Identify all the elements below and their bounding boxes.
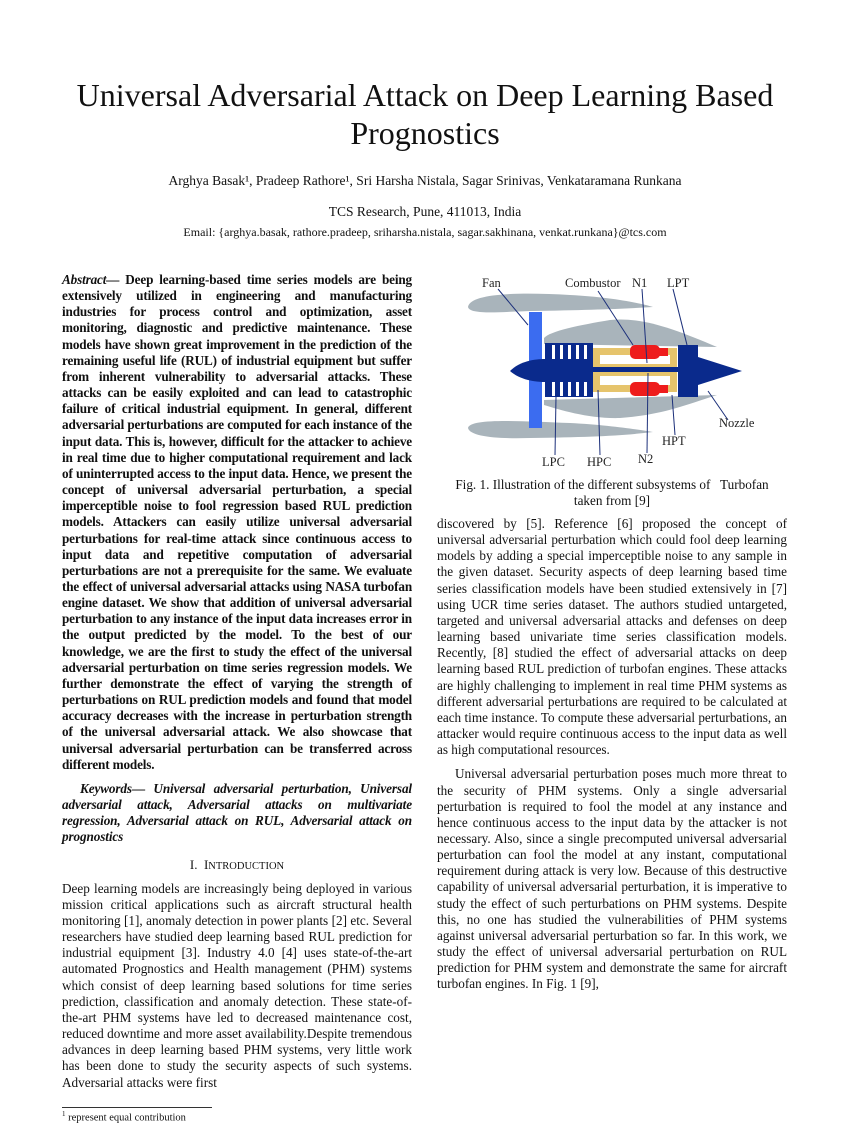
turbofan-figure [440,265,800,475]
label-hpc: HPC [587,455,612,469]
abstract-label: Abstract— [62,272,120,287]
core-cowl-bottom [544,395,717,418]
label-hpt: HPT [662,434,686,448]
paper-title: Universal Adversarial Attack on Deep Learning Based Prognostics [76,77,774,151]
left-column [62,272,412,1124]
intro-paragraph: Deep learning models are increasingly being deployed in various mission critical applications such as aircraft structural health monitoring [1], anomaly detection in power plants [2] etc. Several researchers have studied deep learning based RUL prediction for industrial equipment [3]. Industry 4.0 [4] uses state-of-the-art automated Prognostics and Health management (PHM) systems which consist of deep learning based solutions for time series prediction, classification and anomaly detection. These state-of-the-art PHM systems have led to decreased maintenance cost, reduced downtime and more asset availability.Despite tremendous advances in deep learning based PHM systems, very little work has been done to study the security aspects of such systems. Adversarial attacks were first [62,880,412,1090]
keywords [62,781,412,846]
caption-line-1: Fig. 1. Illustration of the different subsystems of Turbofan [455,477,769,492]
figure-caption [437,477,787,509]
label-n2: N2 [638,452,654,466]
label-lpt: LPT [667,276,690,290]
abstract [62,272,412,773]
shaft [590,367,682,372]
nacelle-bottom [468,421,653,438]
section-title-initial: I [203,857,209,873]
combustor-bottom [630,382,660,396]
lpt-nozzle-cone [678,345,742,397]
body-paragraph: discovered by [5]. Reference [6] proposed the concept of universal adversarial perturbation which could fool deep learning models by adding a special imperceptible noise to any sample in the given dataset. Security aspects of deep learning based time series classification models have been studied extensively in [7] using UCR time series dataset. The authors studied untargeted, targeted and universal adversarial attacks and defenses on deep learning based univariate time series classification models. Recently, [8] studied the effect of adversarial attacks on deep learning based RUL prediction of turbofan engines. These attacks are highly challenging to implement in real time PHM systems as different adversarial perturbations are required to be calculated at each time instance. To compute these adversarial perturbations, an attacker would require continuous access to the input data as well as high computational resources. [437,516,787,758]
section-heading-introduction [62,857,412,875]
label-combustor: Combustor [565,276,621,290]
affiliation: TCS Research, Pune, 411013, India [328,204,522,219]
footnote-mark: 1 [62,1109,66,1118]
body-paragraph: Universal adversarial perturbation poses much more threat to the security of PHM systems. Only a single adversarial perturbation is required to fool the model at any instance and hence continuous access to the input data by the attacker is not necessary. Also, since a single precomputed universal adversarial perturbation can fool the model at any instant, computational requirement during attack is very low. Because of this destructive capability of universal adversarial perturbation, it is imperative to study the effect of such perturbations on PHM systems. Despite this, no one has studied the vulnerabilities of PHM systems against universal adversarial perturbation so far. In this work, we study the effect of universal adversarial perturbation on RUL prediction for PHM system and demonstrate the same for aircraft turbofan engines. In Fig. 1 [9], [437,766,787,992]
label-fan: Fan [482,276,501,290]
shaft-spindle [510,359,545,382]
nacelle-top [468,294,653,313]
label-lpc: LPC [542,455,565,469]
right-column [437,477,787,993]
keywords-text: Universal adversarial perturbation, Universal adversarial attack, Adversarial attacks on multivariate regression, Adversarial attack on RUL, Adversarial attack on prognostics [62,780,412,845]
abstract-text: Deep learning-based time series models are being extensively utilized in engineering and manufacturing industries for process control and optimization, asset monitoring, diagnostic and predictive maintenance. These models have shown great improvement in the prediction of the remaining useful life (RUL) of industrial equipment but suffer from inherent vulnerability to adversarial attacks. These attacks can be easily exploited and can lead to catastrophic failure of critical industrial equipment. In general, different adversarial perturbations are computed for each instance of the input data. This is, however, difficult for the attacker to achieve in real time due to higher computational requirement and lack of uninterrupted access to the input data. Hence, we present the concept of universal adversarial perturbation, a special imperceptible noise to fool regression based RUL prediction models. Attackers can easily utilize universal adversarial perturbations for real-time attack since continuous access to input data and repetitive computation of adversarial perturbations are not a prerequisite for the same. We evaluate the effect of universal adversarial attacks using NASA turbofan engine dataset. We show that addition of universal adversarial perturbation to any instance of the input data increases error in the output predicted by the model. To the best of our knowledge, we are the first to study the effect of the universal adversarial perturbation on time series regression models. We further demonstrate the effect of varying the strength of perturbations on RUL prediction models and found that model accuracy decreases with the increase in perturbation strength of the universal adversarial attack. We also showcase that universal adversarial perturbation can be transferred across different models. [62,272,412,772]
core-cowl-top [544,319,717,347]
combustor-top [630,345,660,359]
caption-line-2: taken from [9] [573,493,651,508]
footnote-text: represent equal contribution [65,1112,186,1124]
label-nozzle: Nozzle [719,416,755,430]
label-n1: N1 [632,276,648,290]
section-number: I. [189,857,198,873]
keywords-label: Keywords— [80,780,146,796]
email-line: Email: {arghya.basak, rathore.pradeep, sriharsha.nistala, sagar.sakhinana, venkat.runkana}@tcs.com [183,225,667,239]
footnote [62,1108,412,1124]
section-title-rest: NTRODUCTION [208,861,285,873]
author-list: Arghya Basak¹, Pradeep Rathore¹, Sri Harsha Nistala, Sagar Srinivas, Venkataramana Runkana [168,173,682,188]
